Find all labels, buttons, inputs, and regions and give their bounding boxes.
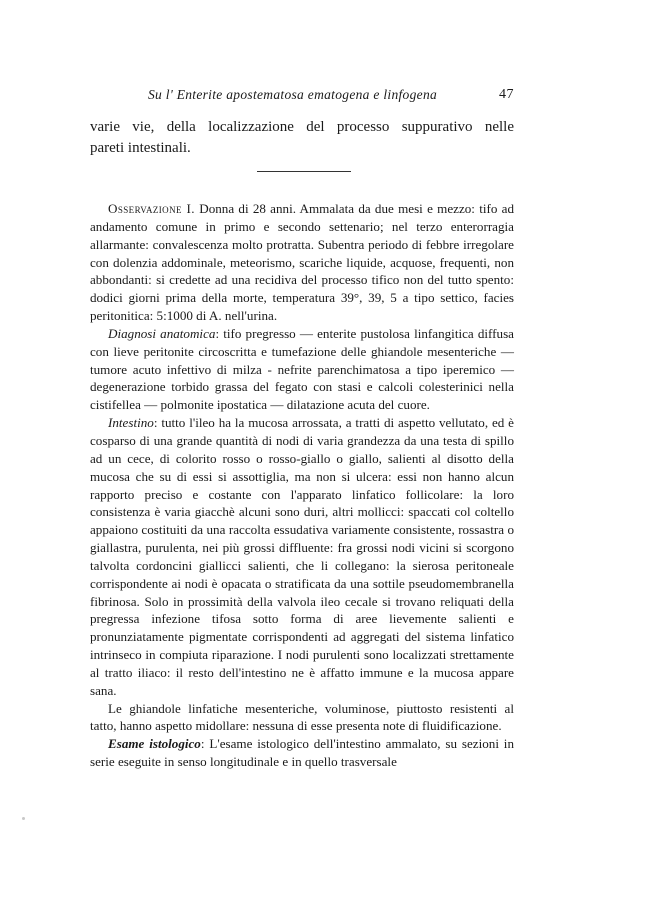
intro-paragraph [90,117,514,159]
section-divider [257,171,351,172]
histology-text: : L'esame istologico dell'intestino ammalato, su sezioni in serie eseguite in senso longitudinale e in quello trasversale [90,736,514,770]
intestine-paragraph [90,414,514,700]
intestine-label: Intestino [108,415,154,431]
diagnosis-text: : tifo pregresso — enterite pustolosa linfangitica diffusa con lieve peritonite circoscritta e tumefazione delle ghiandole mesenteriche — tumore acuto infettivo di milza - nefrite parenchimatosa a tipo iperemico — degenerazione torbido grassa del fegato con stasi e calcoli colesterinici nella cistifellea — polmonite ipostatica — dilatazione acuta del cuore. [90,325,514,413]
observation-paragraph [90,200,514,325]
intro-line-2: pareti intestinali. [90,140,191,156]
diagnosis-paragraph [90,325,514,414]
page-number: 47 [499,87,514,102]
glands-paragraph: Le ghiandole linfatiche mesenteriche, voluminose, piuttosto resistenti al tatto, hanno aspetto midollare: nessuna di esse presenta note di fluidificazione. [90,700,514,734]
histology-label: Esame istologico [108,736,201,752]
observation-text: Donna di 28 anni. Ammalata da due mesi e mezzo: tifo ad andamento comune in primo e secondo settenario; nel terzo enterorragia allarmante: convalescenza molto protratta. Subentra periodo di febbre irregolare con dolenzia addominale, meteorismo, scariche liquide, acquose, frequenti, non abbondanti: si credette ad una recidiva del processo tifico non del tutto spento: dodici giorni prima della morte, temperatura 39°, 39, 5 a tipo settico, facies peritonitica: 5:1000 di A. nell'urina. [90,201,514,324]
observation-label: Osservazione I. [108,201,195,216]
running-title: Su l' Enterite apostematosa ematogena e linfogena [148,87,438,102]
histology-paragraph [90,735,514,771]
diagnosis-label: Diagnosi anatomica [108,325,216,341]
page-header [140,87,514,107]
margin-speck [22,817,25,820]
intestine-text: : tutto l'ileo ha la mucosa arrossata, a tratti di aspetto vellutato, ed è cosparso di una grande quantità di nodi di varia grandezza da una testa di spillo ad un cece, di colorito rosso o rosso-giallo o giallo, salienti al disotto della mucosa che su di essi si assottiglia, ma non si ulcera: essi non hanno alcun rapporto preciso e costante con l'apparato linfatico follicolare: la loro consistenza è varia giacchè alcuni sono duri, altri mollicci: spaccati col coltello appaiono costituiti da una raccolta essudativa variamente consistente, rossastra o giallastra, purulenta, nei più grossi diffluente: fra grossi nodi vicini si scorgono talvolta cordoncini giallicci salienti, che li collegano: la sierosa peritoneale corrispondente ai nodi è opacata o stratificata da una sottile pseudomembranella fibrinosa. Solo in prossimità della valvola ileo cecale si trovano reliquati della pregressa infezione tifosa sotto forma di aree lievemente salienti e pronunziatamente pigmentate corrispondenti ad aggregati del sistema linfatico intrinseco in compiuta riparazione. I nodi purulenti sono localizzati strettamente al tratto iliaco: il resto dell'intestino ne è affatto immune e la mucosa appare sana. [90,415,514,698]
case-report [90,200,514,771]
intro-line-1: varie vie, della localizzazione del processo suppurativo nelle [90,119,514,135]
